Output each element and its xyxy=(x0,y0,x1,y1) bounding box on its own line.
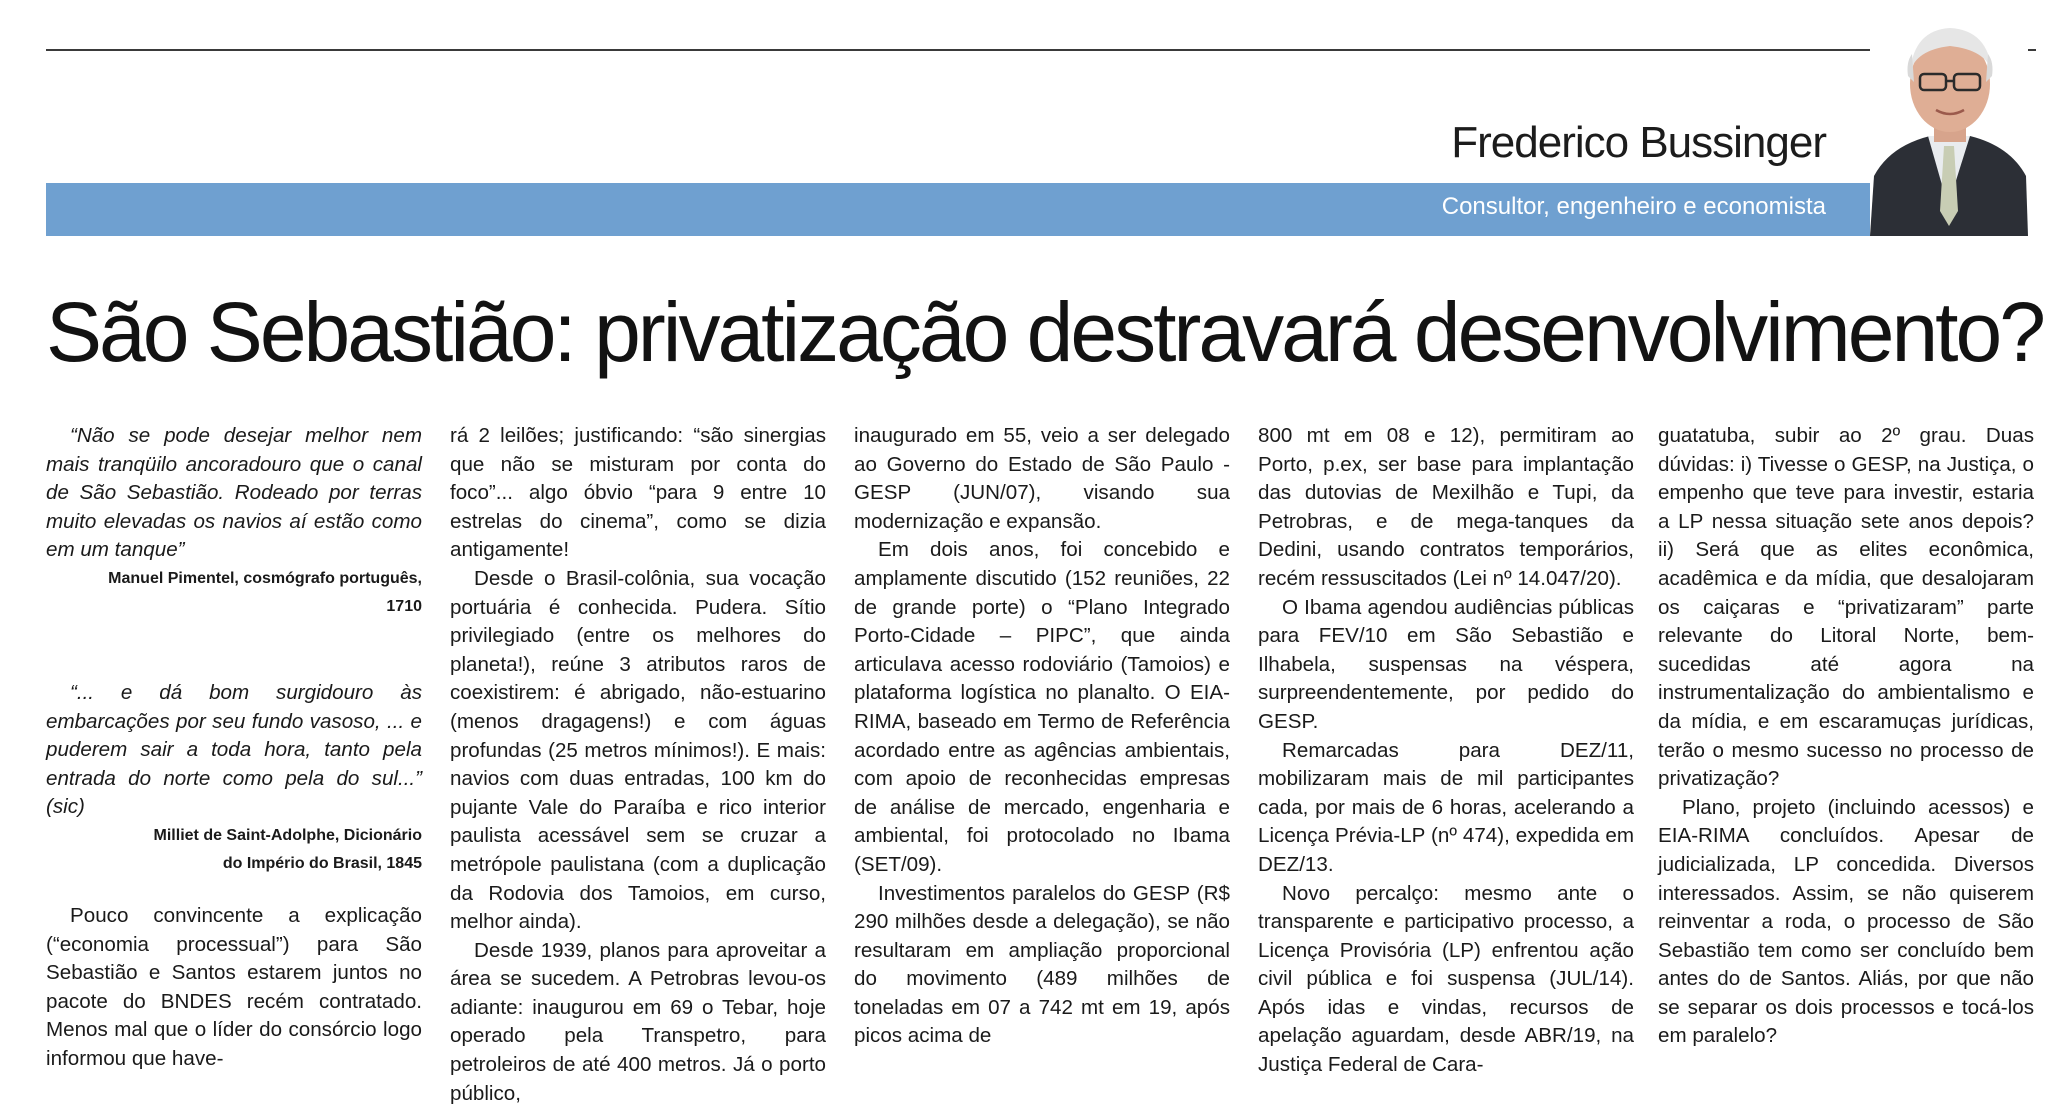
paragraph: Pouco convincente a explicação (“economia processual”) para São Sebastião e Santos estarem juntos no pacote do BNDES recém contratado. Menos mal que o líder do consórcio logo informou que have- xyxy=(46,903,422,1070)
paragraph: inaugurado em 55, veio a ser delegado ao Governo do Estado de São Paulo - GESP (JUN/07), visando sua modernização e expansão. xyxy=(854,424,1230,533)
paragraph: Novo percalço: mesmo ante o transparente e participativo processo, a Licença Provisória (LP) enfrentou ação civil pública e foi suspensa (JUL/14). Após idas e vindas, recursos de apelação aguardam, desde ABR/19, na Justiça Federal de Cara- xyxy=(1258,881,1634,1077)
paragraph: 800 mt em 08 e 12), permitiram ao Porto, p.ex, ser base para implantação das dutovias de Mexilhão e Tupi, da Petrobras, e de mega-tanques da Dedini, usando contratos temporários, recém ressuscitados (Lei nº 14.047/20). xyxy=(1258,424,1634,590)
epigraph-quote: “Não se pode desejar melhor nem mais tranqüilo ancoradouro que o canal de São Sebastião. Rodeado por terras muito elevadas os navios aí estão como em um tanque” xyxy=(46,424,422,562)
paragraph: Plano, projeto (incluindo acessos) e EIA-RIMA concluídos. Apesar de judicializada, LP concedida. Diversos interessados. Assim, se não quiserem reinventar a roda, o processo de São Sebastião tem como ser concluído bem antes do de Santos. Aliás, por que não se separar os dois processos e tocá-los em paralelo? xyxy=(1658,795,2034,1048)
author-role: Consultor, engenheiro e economista xyxy=(1441,193,1826,220)
epigraph-attribution: Manuel Pimentel, cosmógrafo português, 1710 xyxy=(108,569,422,615)
paragraph: Investimentos paralelos do GESP (R$ 290 milhões desde a delegação), se não resultaram em ampliação proporcional do movimento (489 milhões de toneladas em 07 a 742 mt em 19, após picos acima de xyxy=(854,881,1230,1048)
paragraph: O Ibama agendou audiências públicas para FEV/10 em São Sebastião e Ilhabela, suspensas na véspera, surpreendentemente, por pedido do GESP. xyxy=(1258,595,1634,733)
column-4 xyxy=(1258,422,1634,1080)
top-rule xyxy=(46,49,2036,51)
article-body xyxy=(46,422,2036,1105)
paragraph: Em dois anos, foi concebido e amplamente discutido (152 reuniões, 22 de grande porte) o “Plano Integrado Porto-Cidade – PIPC”, que ainda articulava acesso rodoviário (Tamoios) e plataforma logística no planalto. O EIA-RIMA, baseado em Termo de Referência acordado entre as agências ambientais, com apoio de reconhecidas empresas de análise de mercado, engenharia e ambiental, foi protocolado no Ibama (SET/09). xyxy=(854,538,1230,876)
epigraph-quote: “... e dá bom surgidouro às embarcações por seu fundo vasoso, ... e puderem sair a toda hora, tanto pela entrada do norte como pela do sul...” (sic) xyxy=(46,680,422,819)
author-name: Frederico Bussinger xyxy=(1451,118,1826,167)
paragraph: Desde o Brasil-colônia, sua vocação portuária é conhecida. Pudera. Sítio privilegiado (entre os melhores do planeta!), reúne 3 atributos raros de coexistirem: é abrigado, não-estuarino (menos dragagens!) e com águas profundas (25 metros mínimos!). E mais: navios com duas entradas, 100 km do pujante Vale do Paraíba e rico interior paulista acessável sem se cruzar a metrópole paulistana (com a duplicação da Rodovia dos Tamoios, em curso, melhor ainda). xyxy=(450,566,826,934)
author-photo xyxy=(1870,6,2028,236)
epigraph-attribution: Milliet de Saint-Adolphe, Dicionário xyxy=(153,826,422,844)
column-2 xyxy=(450,422,826,1108)
column-3 xyxy=(854,422,1230,1051)
epigraph-attribution: do Império do Brasil, 1845 xyxy=(222,854,422,872)
paragraph: rá 2 leilões; justificando: “são sinergias que não se misturam por conta do foco”... algo óbvio “para 9 entre 10 estrelas do cinema”, como se dizia antigamente! xyxy=(450,424,826,562)
paragraph: guatatuba, subir ao 2º grau. Duas dúvidas: i) Tivesse o GESP, na Justiça, o empenho que teve para investir, estaria a LP nessa situação sete anos depois? ii) Será que as elites econômica, acadêmica e da mídia, que desalojaram os caiçaras e “privatizaram” parte relevante do Litoral Norte, bem-sucedidas até agora na instrumentalização do ambientalismo e da mídia, e em escaramuças jurídicas, terão o mesmo sucesso no processo de privatização? xyxy=(1658,424,2034,791)
paragraph: Desde 1939, planos para aproveitar a área se sucedem. A Petrobras levou-os adiante: inaugurou em 69 o Tebar, hoje operado pela Transpetro, para petroleiros de até 400 metros. Já o porto público, xyxy=(450,938,826,1105)
column-5 xyxy=(1658,422,2034,1051)
headline: São Sebastião: privatização destravará desenvolvimento? xyxy=(46,285,2043,379)
column-1 xyxy=(46,422,422,1074)
paragraph: Remarcadas para DEZ/11, mobilizaram mais de mil participantes cada, por mais de 6 horas, acelerando a Licença Prévia-LP (nº 474), expedida em DEZ/13. xyxy=(1258,738,1634,876)
